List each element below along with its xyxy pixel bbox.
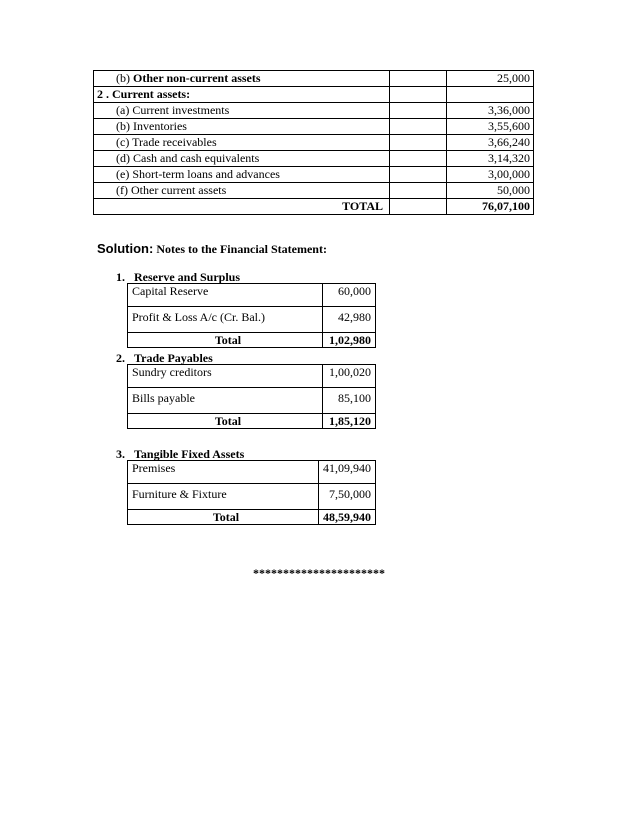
- row-amount: 3,55,600: [447, 119, 534, 135]
- total-amount: 76,07,100: [447, 199, 534, 215]
- note-3-title: 3. Tangible Fixed Assets: [116, 447, 245, 461]
- table-row: Capital Reserve 60,000: [128, 284, 376, 307]
- note-2-table: [127, 364, 376, 429]
- table-row: [94, 87, 534, 103]
- row-label: (c) Trade receivables: [94, 135, 390, 151]
- total-label: TOTAL: [94, 199, 390, 215]
- note-3-table: [127, 460, 376, 525]
- row-amount: 3,66,240: [447, 135, 534, 151]
- total-row: Total 1,02,980: [128, 333, 376, 348]
- note-1-title: 1. Reserve and Surplus: [116, 270, 241, 284]
- table-row: Premises 41,09,940: [128, 461, 376, 484]
- table-row: Sundry creditors 1,00,020: [128, 365, 376, 388]
- total-row: [94, 199, 534, 215]
- table-row: [94, 151, 534, 167]
- row-amount: 3,36,000: [447, 103, 534, 119]
- table-row: Profit & Loss A/c (Cr. Bal.) 42,980: [128, 307, 376, 333]
- row-label: (f) Other current assets: [94, 183, 390, 199]
- row-amount: 3,14,320: [447, 151, 534, 167]
- solution-label: Solution:: [97, 241, 154, 256]
- table-row: [94, 71, 534, 87]
- table-row: [94, 119, 534, 135]
- table-row: [94, 103, 534, 119]
- table-row: [94, 183, 534, 199]
- total-row: Total 1,85,120: [128, 414, 376, 429]
- separator-stars: **********************: [253, 566, 385, 580]
- solution-subtitle: Notes to the Financial Statement:: [156, 242, 327, 256]
- section-heading: 2 . Current assets:: [94, 87, 390, 103]
- table-row: [94, 167, 534, 183]
- table-row: Bills payable 85,100: [128, 388, 376, 414]
- note-1-table: [127, 283, 376, 348]
- row-label: (d) Cash and cash equivalents: [94, 151, 390, 167]
- row-label: (e) Short-term loans and advances: [94, 167, 390, 183]
- note-2-title: 2. Trade Payables: [116, 351, 213, 365]
- row-amount: 50,000: [447, 183, 534, 199]
- table-row: Furniture & Fixture 7,50,000: [128, 484, 376, 510]
- row-amount: 3,00,000: [447, 167, 534, 183]
- row-label: (a) Current investments: [94, 103, 390, 119]
- total-row: Total 48,59,940: [128, 510, 376, 525]
- row-label: (b) Other non-current assets: [94, 71, 390, 87]
- solution-heading: [97, 241, 327, 257]
- table-row: [94, 135, 534, 151]
- row-label: (b) Inventories: [94, 119, 390, 135]
- balance-sheet-table: [93, 70, 534, 215]
- row-amount: 25,000: [447, 71, 534, 87]
